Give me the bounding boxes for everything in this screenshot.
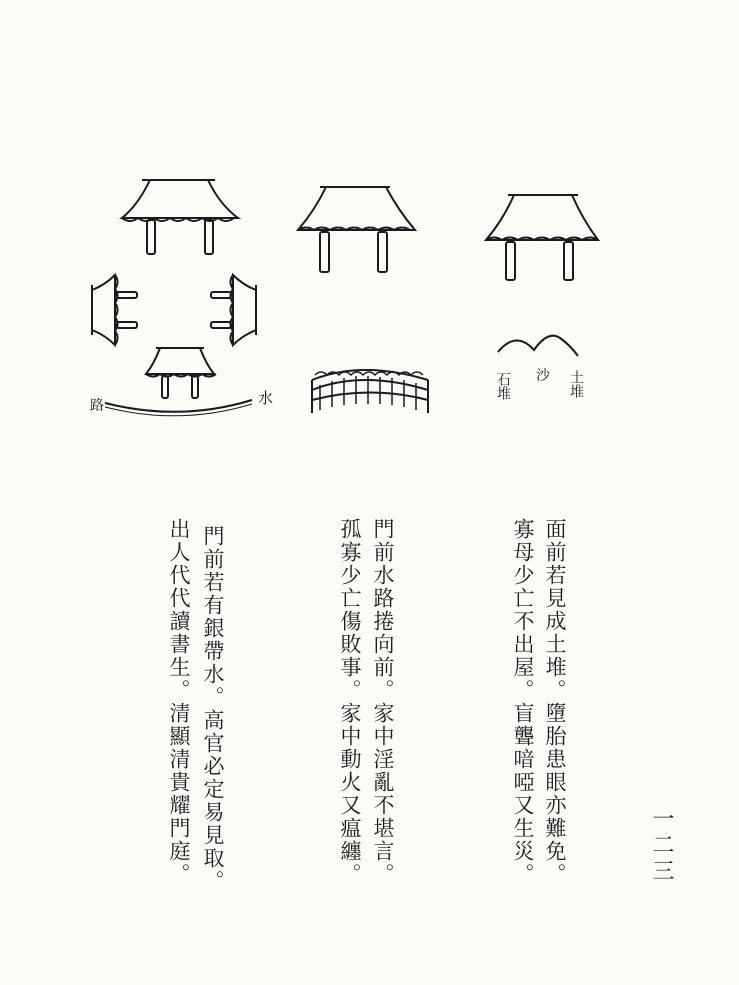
house-icon (298, 187, 415, 272)
house-icon (486, 195, 598, 280)
label-earth-pile: 土堆 (568, 370, 584, 398)
figure-curled-water (290, 175, 440, 425)
poem-1-line-1: 面前若見成土堆。墮胎患眼亦難免。 (543, 518, 567, 886)
poem-2-line-1: 門前水路捲向前。家中淫亂不堪言。 (371, 518, 395, 886)
figure-silver-belt-water (80, 160, 280, 430)
bridge-water-icon (312, 370, 428, 413)
house-icon (211, 275, 256, 345)
poem-1-line-2: 寡母少亡不出屋。盲聾喑啞又生災。 (511, 518, 535, 886)
poem-3-line-1: 門前若有銀帶水。高官必定易見取。 (201, 525, 225, 893)
label-water: 水 (258, 389, 274, 407)
house-icon (92, 275, 137, 345)
house-icon (146, 348, 216, 398)
figure-earth-mound (478, 180, 618, 410)
label-road: 路 (90, 398, 104, 414)
label-stone-pile: 石堆 (495, 372, 511, 400)
poem-2-line-2: 孤寡少亡傷敗事。家中動火又瘟纏。 (338, 518, 362, 886)
mound-icon (498, 336, 578, 356)
label-sand: 沙 (536, 368, 550, 384)
house-icon (122, 180, 238, 254)
page-number: 一二三 (649, 807, 674, 885)
poem-3-line-2: 出人代代讀書生。清顯清貴耀門庭。 (167, 518, 191, 886)
